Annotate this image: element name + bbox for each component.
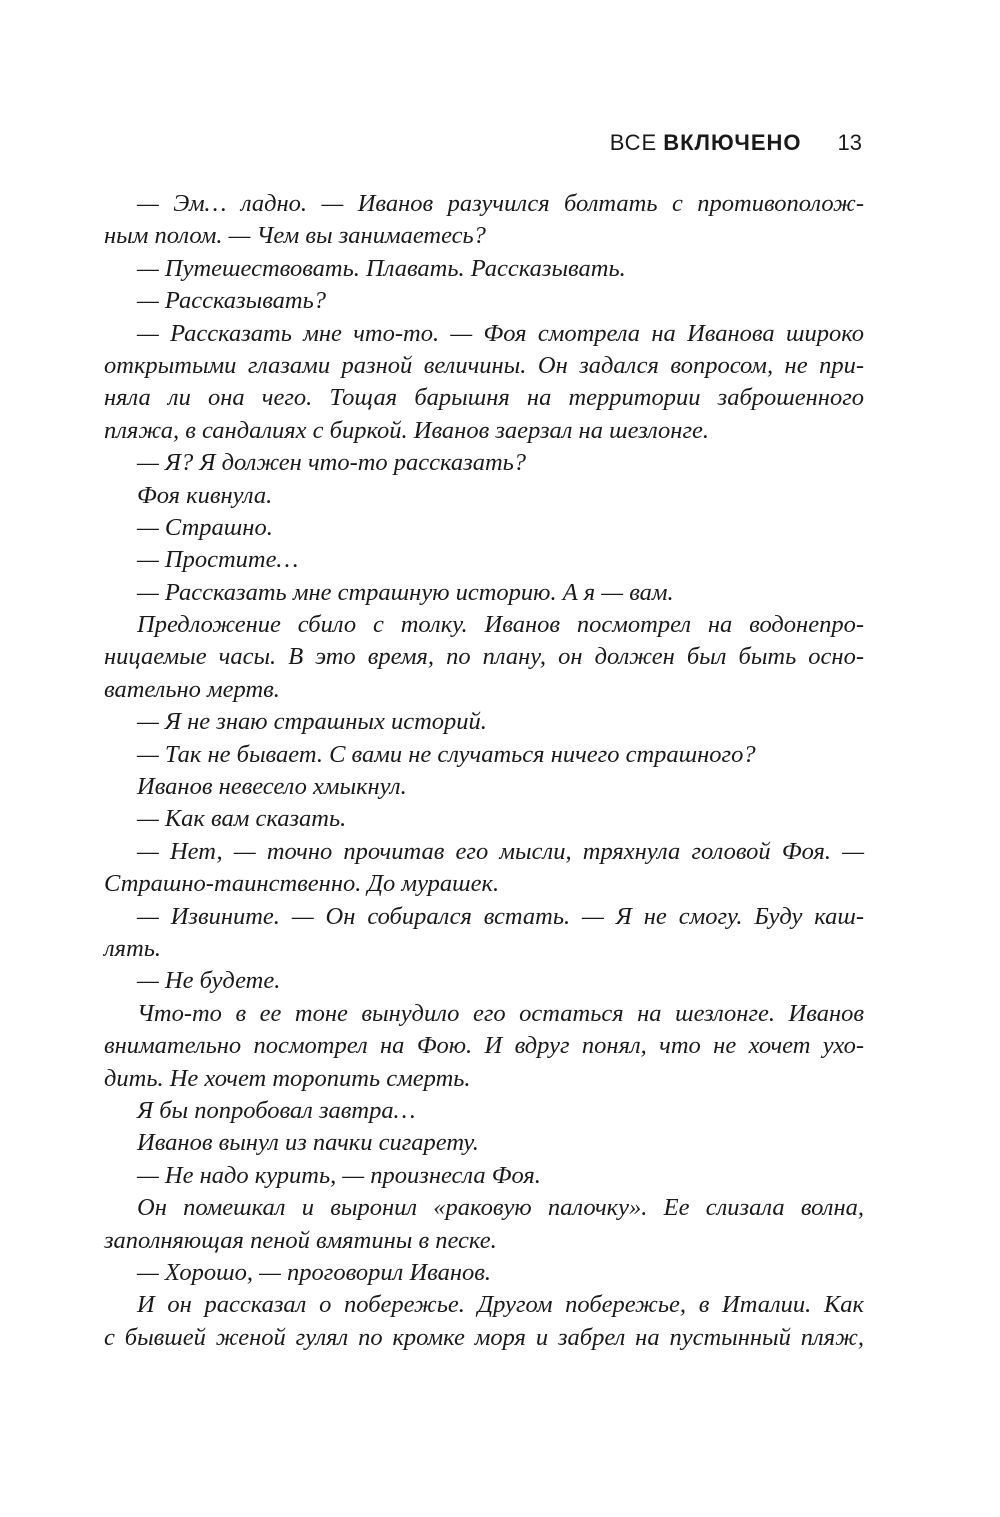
- text-line: — Извините. — Он собирался встать. — Я не смогу. Буду каш-: [137, 902, 864, 930]
- text-line: Страшно-таинственно. До мурашек.: [104, 870, 500, 898]
- text-line: — Рассказать мне страшную историю. А я — вам.: [137, 578, 674, 606]
- body-text: [104, 188, 864, 1354]
- text-line: ницаемые часы. В это время, по плану, он должен был быть осно-: [104, 643, 864, 671]
- text-line: няла ли она чего. Тощая барышня на территории заброшенного: [104, 384, 864, 412]
- text-line: лять.: [104, 934, 162, 962]
- text-line: — Не будете.: [137, 967, 281, 995]
- text-line: внимательно посмотрел на Фою. И вдруг понял, что не хочет ухо-: [104, 1032, 864, 1060]
- text-line: — Страшно.: [137, 513, 273, 541]
- text-line: — Не надо курить, — произнесла Фоя.: [137, 1161, 541, 1189]
- text-line: Он помешкал и выронил «раковую палочку». Ее слизала волна,: [137, 1194, 864, 1222]
- text-line: Фоя кивнула.: [137, 481, 273, 509]
- text-line: Иванов вынул из пачки сигарету.: [137, 1129, 479, 1157]
- text-line: — Хорошо, — проговорил Иванов.: [137, 1258, 492, 1286]
- text-line: Иванов невесело хмыкнул.: [137, 773, 407, 801]
- text-line: — Нет, — точно прочитав его мысли, тряхнула головой Фоя. —: [137, 837, 864, 865]
- book-title-light: ВСЕ: [609, 130, 658, 155]
- text-line: — Рассказать мне что-то. — Фоя смотрела на Иванова широко: [137, 319, 864, 347]
- text-line: — Я не знаю страшных историй.: [137, 708, 487, 736]
- text-line: открытыми глазами разной величины. Он задался вопросом, не при-: [104, 351, 864, 379]
- text-line: с бывшей женой гулял по кромке моря и забрел на пустынный пляж,: [104, 1323, 864, 1351]
- book-title-bold: ВКЛЮЧЕНО: [663, 130, 802, 155]
- text-line: — Путешествовать. Плавать. Рассказывать.: [137, 254, 626, 282]
- text-line: — Так не бывает. С вами не случаться ничего страшного?: [137, 740, 756, 768]
- text-line: пляжа, в сандалиях с биркой. Иванов заерзал на шезлонге.: [104, 416, 710, 444]
- text-line: дить. Не хочет торопить смерть.: [104, 1064, 471, 1092]
- text-line: — Рассказывать?: [137, 287, 327, 315]
- text-line: Я бы попробовал завтра…: [137, 1096, 416, 1124]
- text-line: Что-то в ее тоне вынудило его остаться на шезлонге. Иванов: [137, 999, 864, 1027]
- text-line: — Эм… ладно. — Иванов разучился болтать с противополож-: [137, 190, 864, 217]
- text-line: ным полом. — Чем вы занимаетесь?: [104, 222, 486, 250]
- text-line: — Как вам сказать.: [137, 805, 347, 833]
- text-line: — Простите…: [137, 546, 299, 574]
- text-line: заполняющая пеной вмятины в песке.: [104, 1226, 497, 1254]
- text-line: — Я? Я должен что-то рассказать?: [137, 449, 527, 477]
- text-line: вательно мертв.: [104, 675, 280, 703]
- text-line: Предложение сбило с толку. Иванов посмотрел на водонепро-: [137, 611, 864, 639]
- page-number: 13: [837, 130, 862, 155]
- text-line: И он рассказал о побережье. Другом побережье, в Италии. Как: [137, 1291, 864, 1319]
- running-head: [610, 128, 862, 158]
